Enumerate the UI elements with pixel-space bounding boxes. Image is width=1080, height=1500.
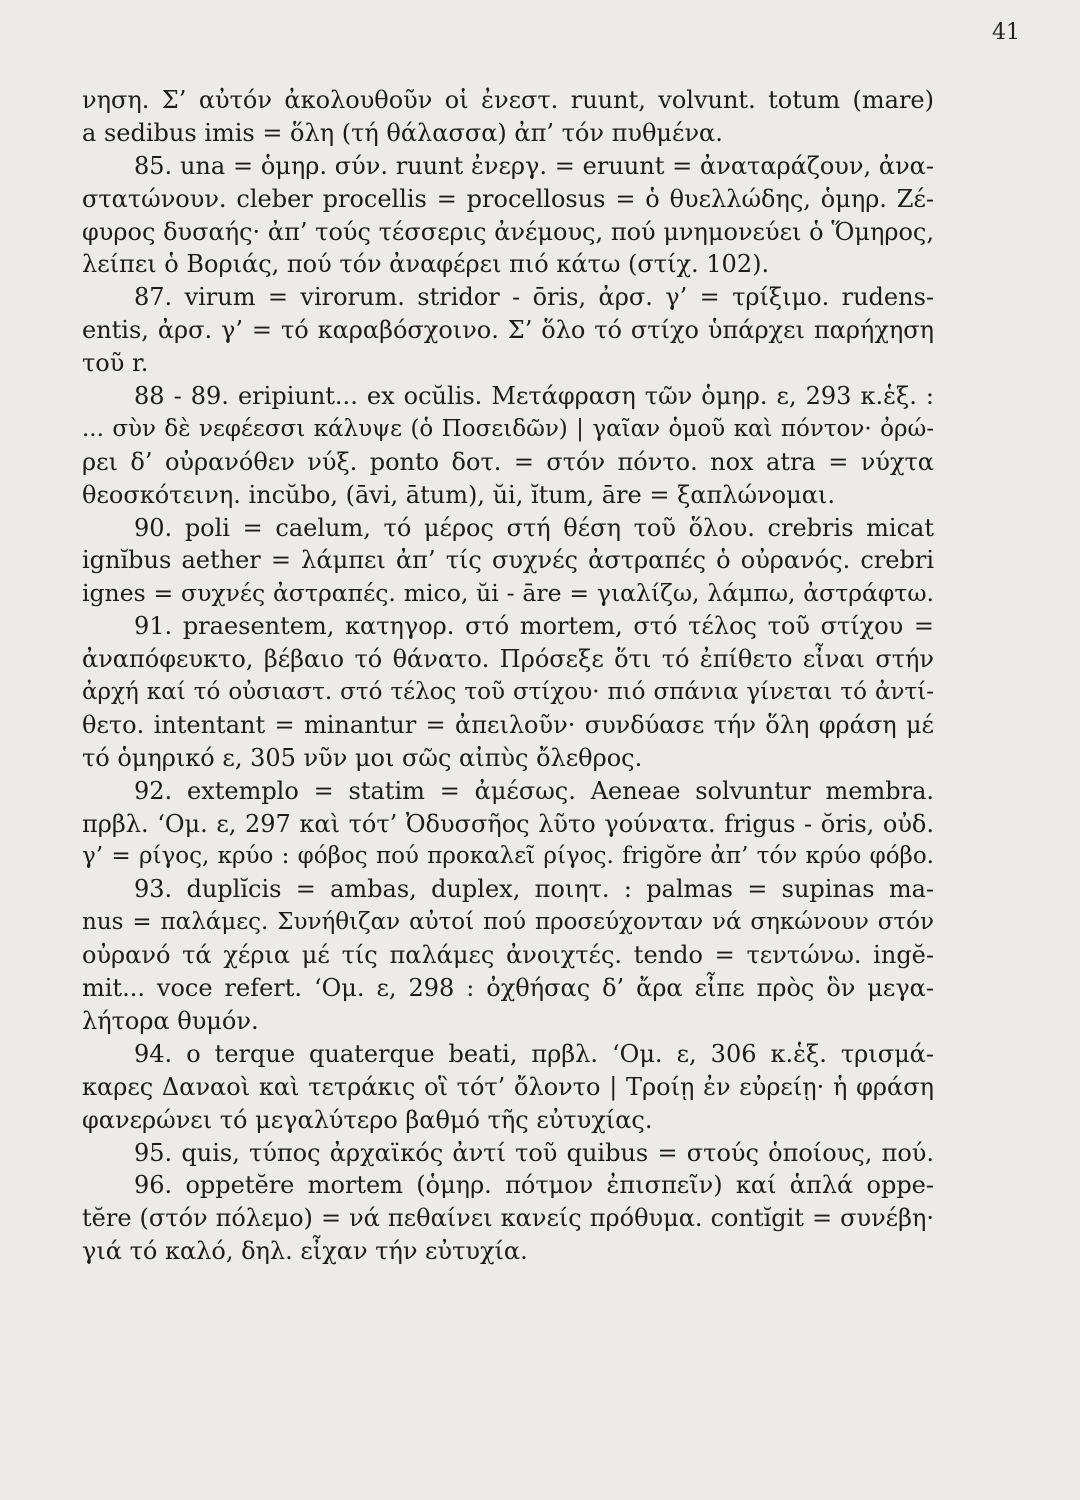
text-line: γιά τό καλό, δηλ. εἶχαν τήν εὐτυχία.	[82, 1237, 528, 1266]
text-line: νηση. Σ’ αὐτόν ἀκολουθοῦν οἱ ἐνεστ. ruunt, volvunt. totum (mare)	[82, 86, 934, 114]
text-line: θεοσκότεινη. incŭbo, (āvi, ātum), ŭi, ĭtum, āre = ξαπλώνομαι.	[82, 480, 835, 509]
text-line: tĕre (στόν πόλεμο) = νά πεθαίνει κανείς πρόθυμα. contĭgit = συνέβη·	[82, 1204, 934, 1233]
page-number: 41	[992, 20, 1020, 45]
text-line: ρει δ’ οὐρανόθεν νύξ. ponto δοτ. = στόν πόντο. nox atra = νύχτα	[82, 447, 934, 476]
text-line: 91. praesentem, κατηγορ. στό mortem, στό τέλος τοῦ στίχου =	[134, 612, 934, 641]
text-line: nus = παλάμες. Συνήθιζαν αὐτοί πού προσεύχονταν νά σηκώνουν στόν	[82, 909, 934, 936]
text-line: ἀρχή καί τό οὐσιαστ. στό τέλος τοῦ στίχου· πιό σπάνια γίνεται τό ἀντί-	[82, 679, 934, 706]
text-line: 85. una = ὁμηρ. σύν. ruunt ἐνεργ. = eruunt = ἀναταράζουν, ἀνα-	[134, 151, 934, 180]
text-line: πρβλ. ‘Ομ. ε, 297 καὶ τότ’ Ὀδυσσῆος λῦτο γούνατα. frigus - ŏris, οὐδ.	[82, 809, 934, 838]
text-line: ignĭbus aether = λάμπει ἀπ’ τίς συχνές ἀστραπές ὁ οὐρανός. crebri	[82, 546, 934, 575]
text-line: στατώνουν. cleber procellis = procellosus = ὁ θυελλώδης, ὁμηρ. Ζέ-	[82, 184, 934, 213]
text-line: ... σὺν δὲ νεφέεσσι κάλυψε (ὁ Ποσειδῶν) | γαῖαν ὁμοῦ καὶ πόντον· ὀρώ-	[82, 415, 934, 442]
text-line: 94. o terque quaterque beati, πρβλ. ‘Ομ. ε, 306 κ.ἑξ. τρισμά-	[134, 1039, 934, 1068]
text-line: ignes = συχνές ἀστραπές. mico, ŭi - āre = γιαλίζω, λάμπω, ἀστράφτω.	[82, 579, 934, 608]
text-line: οὐρανό τά χέρια μέ τίς παλάμες ἀνοιχτές. tendo = τεντώνω. ingĕ-	[82, 941, 934, 970]
text-line: φυρος δυσαής· ἀπ’ τούς τέσσερις ἀνέμους, πού μνημονεύει ὁ Ὅμηρος,	[82, 217, 934, 246]
text-line: φανερώνει τό μεγαλύτερο βαθμό τῆς εὐτυχίας.	[82, 1105, 653, 1134]
text-line: τό ὁμηρικό ε, 305 νῦν μοι σῶς αἰπὺς ὄλεθρος.	[82, 743, 643, 772]
text-line: 92. extemplo = statim = ἀμέσως. Aeneae solvuntur membra.	[134, 776, 934, 805]
text-line: 95. quis, τύπος ἀρχαϊκός ἀντί τοῦ quibus = στούς ὁποίους, πού.	[134, 1138, 934, 1167]
text-line: τοῦ r.	[82, 349, 149, 378]
text-line: λήτορα θυμόν.	[82, 1006, 259, 1035]
text-line: a sedibus imis = ὅλη (τή θάλασσα) ἀπ’ τόν πυθμένα.	[82, 118, 723, 147]
text-line: γ’ = ρίγος, κρύο : φόβος πού προκαλεῖ ρίγος. frigŏre ἀπ’ τόν κρύο φόβο.	[82, 843, 934, 870]
text-line: θετο. intentant = minantur = ἀπειλοῦν· συνδύασε τήν ὅλη φράση μέ	[82, 710, 934, 739]
text-line: λείπει ὁ Βοριάς, πού τόν ἀναφέρει πιό κάτω (στίχ. 102).	[82, 250, 770, 279]
text-line: ἀναπόφευκτο, βέβαιο τό θάνατο. Πρόσεξε ὅτι τό ἐπίθετο εἶναι στήν	[82, 645, 934, 674]
text-line: entis, ἀρσ. γ’ = τό καραβόσχοινο. Σ’ ὅλο τό στίχο ὑπάρχει παρήχηση	[82, 316, 934, 345]
text-line: 88 - 89. eripiunt... ex ocŭlis. Μετάφραση τῶν ὁμηρ. ε, 293 κ.ἑξ. :	[134, 382, 934, 411]
text-line: 96. oppetĕre mortem (ὁμηρ. πότμον ἐπισπεῖν) καί ἁπλά oppe-	[134, 1171, 934, 1200]
text-line: 93. duplĭcis = ambas, duplex, ποιητ. : palmas = supinas ma-	[134, 875, 934, 904]
text-line: 87. virum = virorum. stridor - ōris, ἀρσ. γ’ = τρίξιμο. rudens-	[134, 283, 934, 312]
text-line: mit... voce refert. ‘Ομ. ε, 298 : ὀχθήσας δ’ ἄρα εἶπε πρὸς ὃν μεγα-	[82, 974, 934, 1003]
commentary-text	[82, 84, 934, 1268]
text-line: 90. poli = caelum, τό μέρος στή θέση τοῦ ὅλου. crebris micat	[134, 513, 934, 542]
text-line: καρες Δαναοὶ καὶ τετράκις οἳ τότ’ ὄλοντο | Τροίῃ ἐν εὐρείῃ· ἡ φράση	[82, 1072, 934, 1101]
